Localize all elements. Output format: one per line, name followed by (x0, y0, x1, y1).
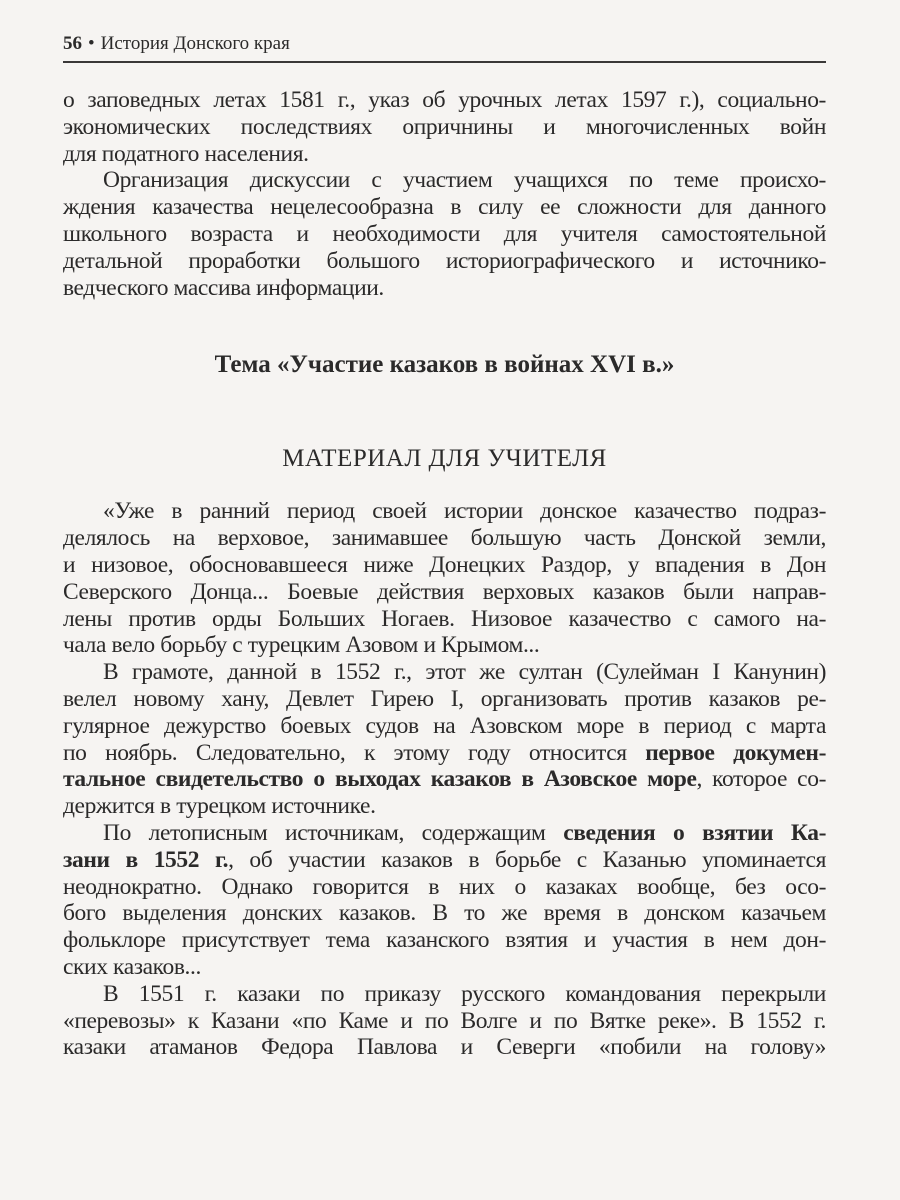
paragraph (63, 820, 826, 981)
text-line (63, 740, 826, 767)
bold-text: зани в 1552 г. (63, 846, 229, 873)
text-line: Организация дискуссии с участием учащихся по теме происхо- (103, 167, 826, 194)
paragraph (63, 87, 826, 167)
text-line (63, 820, 826, 847)
text-line: неоднократно. Однако говорится в них о казаках вообще, без осо- (63, 873, 826, 900)
text-line: «перевозы» к Казани «по Каме и по Волге и по Вятке реке». В 1552 г. (63, 1007, 826, 1034)
text-line: велел новому хану, Девлет Гирею I, организовать против казаков ре- (63, 685, 826, 712)
paragraph (63, 981, 826, 1061)
text-run: , которое со- (696, 766, 826, 793)
bold-text: первое докумен- (645, 739, 826, 766)
text-line: фольклоре присутствует тема казанского взятия и участия в нем дон- (63, 927, 826, 954)
bold-text: сведения о взятии Ка- (563, 819, 826, 846)
paragraph (63, 659, 826, 820)
text-line: Северского Донца... Боевые действия верховых казаков были направ- (63, 578, 826, 605)
text-line: лены против орды Больших Ногаев. Низовое казачество с самого на- (63, 605, 826, 632)
text-line: держится в турецком источнике. (63, 793, 376, 820)
book-title: История Донского края (100, 33, 290, 54)
text-line (63, 766, 826, 793)
text-line: детальной проработки большого историографического и источнико- (63, 247, 826, 274)
section-heading: МАТЕРИАЛ ДЛЯ УЧИТЕЛЯ (282, 445, 607, 473)
text-line: В грамоте, данной в 1552 г., этот же султан (Сулейман I Канунин) (103, 659, 826, 686)
text-line: гулярное дежурство боевых судов на Азовском море в период с марта (63, 712, 826, 739)
text-line: делялось на верховое, занимавшее большую часть Донской земли, (63, 525, 826, 552)
running-header (63, 33, 826, 61)
text-line: школьного возраста и необходимости для учителя самостоятельной (63, 220, 826, 247)
header-rule (63, 61, 826, 63)
text-line: ждения казачества нецелесообразна в силу ее сложности для данного (63, 194, 826, 221)
text-line: ведческого массива информации. (63, 274, 384, 301)
text-line: бого выделения донских казаков. В то же время в донском казачьем (63, 900, 826, 927)
text-run: По летописным источникам, содержащим (103, 819, 564, 846)
page-body (63, 87, 826, 1061)
paragraph (63, 498, 826, 659)
text-run: , об участии казаков в борьбе с Казанью упоминается (228, 846, 826, 873)
text-line: и низовое, обосновавшееся ниже Донецких Раздор, у впадения в Дон (63, 551, 826, 578)
text-line (63, 847, 826, 874)
text-line: чала вело борьбу с турецким Азовом и Крымом... (63, 632, 540, 659)
text-line: В 1551 г. казаки по приказу русского командования перекрыли (103, 980, 826, 1007)
text-line: ских казаков... (63, 953, 201, 980)
text-line: казаки атаманов Федора Павлова и Северги «побили на голову» (63, 1034, 826, 1061)
page-number: 56 (63, 33, 82, 54)
topic-heading: Тема «Участие казаков в войнах XVI в.» (214, 351, 675, 379)
text-run: по ноябрь. Следовательно, к этому году относится (63, 739, 646, 766)
bold-text: тальное свидетельство о выходах казаков в Азовское море (63, 766, 697, 793)
header-separator: • (88, 33, 95, 54)
text-line: для податного населения. (63, 140, 309, 167)
paragraph (63, 167, 826, 301)
text-line: о заповедных летах 1581 г., указ об урочных летах 1597 г.), социально- (63, 87, 826, 113)
text-line: «Уже в ранний период своей истории донское казачество подраз- (103, 498, 826, 525)
text-line: экономических последствиях опричнины и многочисленных войн (63, 113, 826, 140)
